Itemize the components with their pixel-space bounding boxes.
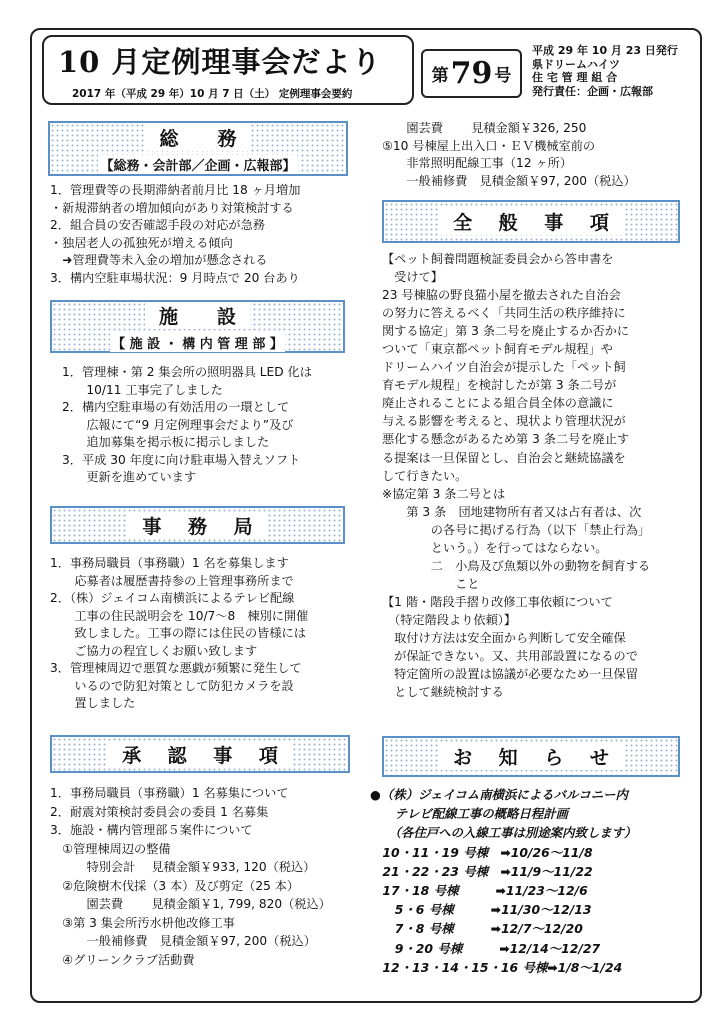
publisher-name: 県ドリームハイツ bbox=[532, 57, 620, 71]
section-title-zenpan: 全 般 事 項 bbox=[382, 200, 680, 243]
publisher-org: 住 宅 管 理 組 合 bbox=[532, 71, 618, 84]
publish-date: 平成 29 年 10 月 23 日発行 bbox=[532, 44, 678, 57]
shounin-body: 1．事務局職員（事務職）1 名募集について 2．耐震対策検討委員会の委員 1 名募集 3．施設・構内管理部５案件について ①管理棟周辺の整備 特別会計 見積金額￥933, 120（税込） ②危険樹木伐採（3 本）及び剪定（25 本） 園芸費 見積金額￥1, 799, 820（税込） ③第 3 集会所汚水枡他改修工事 一般補修費 見積金額￥97, 200（税込） ④グリーンクラブ活動費 bbox=[50, 786, 331, 967]
jimukyoku-body: 1．事務局職員（事務職）1 名を募集します 応募者は履歴書持参の上管理事務所まで 2．（株）ジェイコム南横浜によるテレビ配線 工事の住民説明会を 10/7～8 棟別に開催 致しました。工事の際には住民の皆様には ご協力の程宜しくお願い致します 3．管理棟周辺で悪質な悪戯が頻繁に発生して いるので防犯対策として防犯カメラを設 置しました bbox=[50, 556, 309, 710]
section-title-shounin: 承 認 事 項 bbox=[50, 735, 350, 773]
section-title-shisetsu: 施 設 【 施 設 ・ 構 内 管 理 部 】 bbox=[50, 300, 345, 353]
soumu-body: 1．管理費等の長期滞納者前月比 18 ヶ月増加 ・新規滞納者の増加傾向があり対策検討する 2．組合員の安否確認手段の対応が急務 ・独居老人の孤独死が増える傾向 ➜管理費等未入金の増加が懸念される 3．構内空駐車場状況：9 月時点で 20 台あり bbox=[50, 183, 301, 285]
section-title-jimukyoku: 事 務 局 bbox=[50, 506, 345, 544]
issue-prefix: 第 bbox=[431, 66, 449, 86]
meeting-subtitle: 2017 年（平成 29 年）10 月 7 日（土） 定例理事会要約 bbox=[72, 88, 353, 100]
publisher-info bbox=[532, 44, 678, 98]
publisher-responsible: 発行責任：企画・広報部 bbox=[532, 84, 653, 98]
section-title-oshirase: お 知 ら せ bbox=[382, 736, 680, 777]
newsletter-title: 10 月定例理事会だより bbox=[58, 45, 382, 79]
section-title-soumu: 総 務 【総務・会計部／企画・広報部】 bbox=[48, 121, 348, 176]
issue-suffix: 号 bbox=[494, 66, 512, 86]
issue-number: 79 bbox=[450, 56, 493, 91]
issue-number-box bbox=[421, 49, 522, 98]
zenpan-body: 【ペット飼養問題検証委員会から答申書を 受けて】 23 号棟脇の野良猫小屋を撤去された自治会 の努力に答えるべく「共同生活の秩序維持に 関する協定」第 3 条二号を廃止するか否かに ついて「東京都ペット飼育モデル規程」や ドリームハイツ自治会が提示した「ペット飼 育モデル規程」を検討したが第 3 条二号が 廃止されることによる組合員全体の意識に 与える影響を考えると、現状より管理状況が 悪化する懸念があるため第 3 条二号を廃止す る提案は一旦保留とし、自治会と継続協議を して行きたい。 ※協定第 3 条二号とは 第 3 条 団地建物所有者又は占有者は、次 の各号に掲げる行為（以下「禁止行為」 という。）を行ってはならない。 二 小鳥及び魚類以外の動物を飼育する こと 【1 階・階段手摺り改修工事依頼について （特定階段より依頼）】 取付け方法は安全面から判断して安全確保 が保証できない。又、共用部設置になるので 特定箇所の設置は協議が必要なため一旦保留 として継続検討する bbox=[382, 252, 651, 700]
shisetsu-body: 1．管理棟・第 2 集会所の照明器具 LED 化は 10/11 工事完了しました 2．構内空駐車場の有効活用の一環として 広報にて“9 月定例理事会だより”及び 追加募集を掲示板に掲示しました 3．平成 30 年度に向け駐車場入替えソフト 更新を進めています bbox=[62, 365, 312, 484]
shounin-continued-body: 園芸費 見積金額￥326, 250 ⑤10 号棟屋上出入口・ＥＶ機械室前の 非常照明配線工事（12 ヶ所） 一般補修費 見積金額￥97, 200（税込） bbox=[382, 121, 636, 188]
oshirase-body: ●（株）ジェイコム南横浜によるバルコニー内 テレビ配線工事の概略日程計画 （各住戸への入線工事は別途案内致します） 10・11・19 号棟 ➡10/26～11/8 21・22・23 号棟 ➡11/9～11/22 17・18 号棟 ➡11/23～12/6 5・6 号棟 ➡11/30～12/13 7・8 号棟 ➡12/7～12/20 9・20 号棟 ➡12/14～12/27 12・13・14・15・16 号棟➡1/8～1/24 bbox=[370, 787, 637, 975]
